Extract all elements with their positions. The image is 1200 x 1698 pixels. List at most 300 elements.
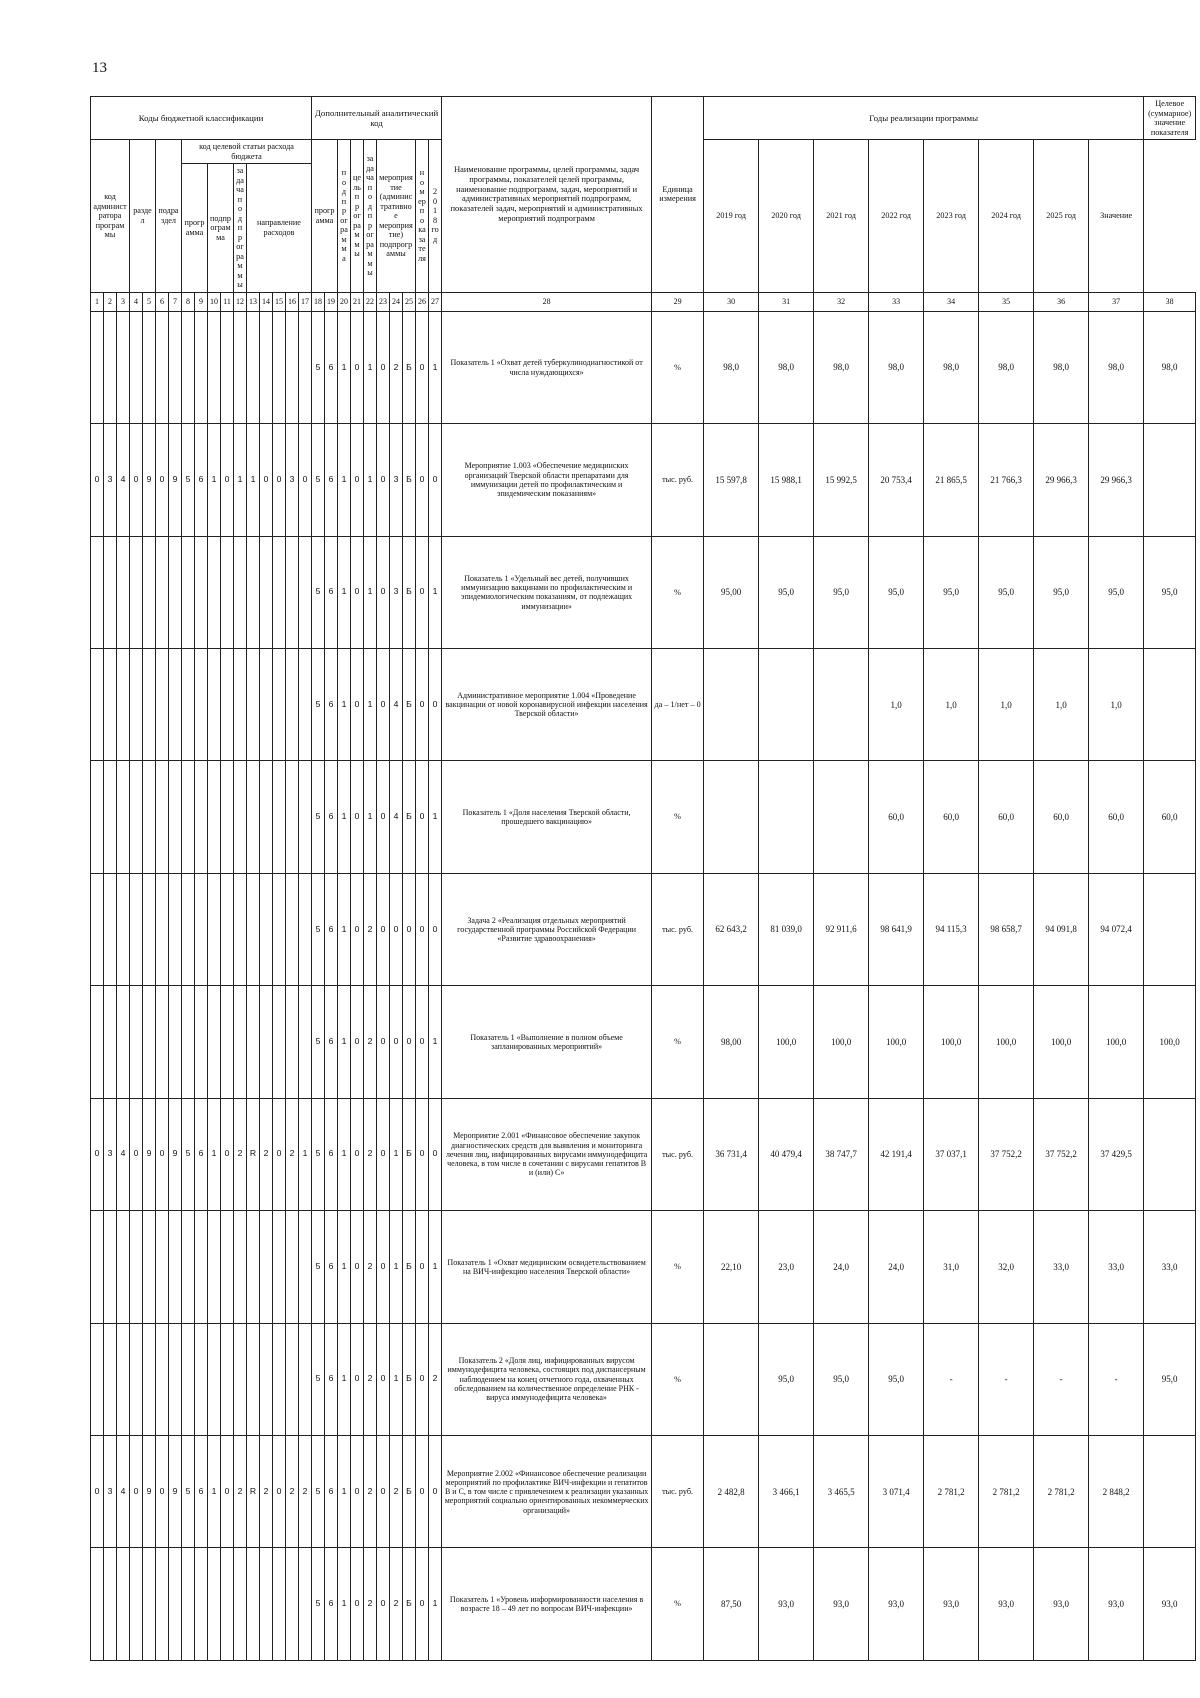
code-digit-cell	[221, 536, 234, 648]
column-number-cell: 19	[325, 292, 338, 311]
year-value-cell: 98,0	[1034, 311, 1089, 423]
target-value-cell	[1144, 424, 1196, 536]
code-digit-cell	[91, 873, 104, 985]
code-digit-cell: 0	[351, 424, 364, 536]
code-digit-cell	[182, 536, 195, 648]
code-digit-cell: 0	[130, 424, 143, 536]
code-digit-cell: 1	[429, 986, 442, 1098]
code-digit-cell: 5	[312, 424, 325, 536]
code-digit-cell: 5	[312, 761, 325, 873]
code-digit-cell: 2	[286, 1098, 299, 1210]
column-number-cell: 33	[869, 292, 924, 311]
code-digit-cell: 0	[416, 1211, 429, 1323]
code-digit-cell: 1	[299, 1098, 312, 1210]
code-digit-cell	[247, 873, 260, 985]
year-header-2019: 2019 год	[704, 140, 759, 293]
code-digit-cell	[247, 1548, 260, 1661]
code-digit-cell: 3	[104, 424, 117, 536]
column-number-cell: 38	[1144, 292, 1196, 311]
column-number-cell: 2	[104, 292, 117, 311]
year-value-cell: 24,0	[869, 1211, 924, 1323]
year-value-cell: 62 643,2	[704, 873, 759, 985]
code-digit-cell	[286, 649, 299, 761]
year-value-cell: 20 753,4	[869, 424, 924, 536]
code-digit-cell	[130, 649, 143, 761]
code-digit-cell	[91, 536, 104, 648]
code-digit-cell: 5	[312, 536, 325, 648]
code-digit-cell	[117, 873, 130, 985]
year-value-cell: 2 848,2	[1089, 1436, 1144, 1548]
code-digit-cell	[260, 649, 273, 761]
code-digit-cell	[234, 761, 247, 873]
name-column-header: Наименование программы, целей программы, задач программы, показателей целей программы, наименование подпрограмм, задач, мероприятий и административных мероприятий подпрограмм, показателей задач, мероприятий и административных мероприятий подпрограмм	[442, 97, 652, 293]
code-digit-cell: 2	[364, 1436, 377, 1548]
row-name-cell: Показатель 1 «Охват медицинским освидетельствованием на ВИЧ-инфекцию населения Тверской области»	[442, 1211, 652, 1323]
code-digit-cell	[260, 1211, 273, 1323]
code-digit-cell	[208, 1211, 221, 1323]
code-digit-cell: 0	[91, 424, 104, 536]
year-header-2021: 2021 год	[814, 140, 869, 293]
code-digit-cell	[208, 311, 221, 423]
code-digit-cell: 0	[377, 761, 390, 873]
year-value-cell: 100,0	[1089, 986, 1144, 1098]
subsection-header: подраздел	[156, 140, 182, 293]
target-value-cell	[1144, 1436, 1196, 1548]
code-digit-cell: 2	[390, 311, 403, 423]
code-digit-cell	[273, 1323, 286, 1435]
code-digit-cell	[260, 1323, 273, 1435]
code-digit-cell	[143, 311, 156, 423]
code-digit-cell: 1	[338, 873, 351, 985]
year-value-cell: 2 781,2	[979, 1436, 1034, 1548]
program-table-body	[91, 311, 1196, 1660]
code-digit-cell: Б	[403, 649, 416, 761]
column-number-cell: 25	[403, 292, 416, 311]
column-number-cell: 26	[416, 292, 429, 311]
column-number-cell: 12	[234, 292, 247, 311]
row-unit-cell: да – 1/нет – 0	[652, 649, 704, 761]
code-digit-cell	[156, 873, 169, 985]
year-value-cell: 40 479,4	[759, 1098, 814, 1210]
year-value-cell: 37 752,2	[979, 1098, 1034, 1210]
code-digit-cell: 4	[117, 1436, 130, 1548]
code-digit-cell	[286, 1211, 299, 1323]
code-digit-cell	[117, 536, 130, 648]
row-unit-cell: тыс. руб.	[652, 1098, 704, 1210]
code-digit-cell	[299, 1548, 312, 1661]
code-digit-cell	[299, 761, 312, 873]
year-value-cell: -	[924, 1323, 979, 1435]
code-digit-cell: 1	[208, 1436, 221, 1548]
column-number-cell: 15	[273, 292, 286, 311]
expense-code-header: код целевой статьи расхода бюджета	[182, 140, 312, 164]
code-digit-cell: 0	[416, 649, 429, 761]
code-digit-cell	[195, 761, 208, 873]
code-digit-cell	[169, 1323, 182, 1435]
code-digit-cell	[208, 761, 221, 873]
year-value-cell	[704, 649, 759, 761]
code-digit-cell: R	[247, 1098, 260, 1210]
code-digit-cell: 0	[221, 1098, 234, 1210]
code-digit-cell	[130, 1211, 143, 1323]
code-digit-cell: 1	[338, 536, 351, 648]
code-digit-cell: 0	[91, 1098, 104, 1210]
code-digit-cell: 0	[273, 1436, 286, 1548]
code-digit-cell	[143, 986, 156, 1098]
code-digit-cell: 1	[338, 649, 351, 761]
code-digit-cell	[117, 311, 130, 423]
code-digit-cell: 1	[247, 424, 260, 536]
code-digit-cell: 0	[377, 311, 390, 423]
code-digit-cell	[221, 1211, 234, 1323]
code-digit-cell: 1	[338, 1098, 351, 1210]
code-digit-cell: 0	[416, 536, 429, 648]
row-name-cell: Показатель 2 «Доля лиц, инфицированных вирусом иммунодефицита человека, состоящих под диспансерным наблюдением на конец отчетного года, охваченных обследованием на количественное определение РНК - вируса иммунодефицита человека»	[442, 1323, 652, 1435]
code-digit-cell	[299, 986, 312, 1098]
code-digit-cell	[169, 649, 182, 761]
target-value-header: Значение	[1089, 140, 1144, 293]
year-header-2025: 2025 год	[1034, 140, 1089, 293]
year-value-cell: 95,0	[869, 536, 924, 648]
table-row	[91, 1211, 1196, 1323]
column-number-cell: 29	[652, 292, 704, 311]
code-digit-cell	[234, 1323, 247, 1435]
code-digit-cell	[156, 536, 169, 648]
code-digit-cell	[299, 536, 312, 648]
code-digit-cell: 0	[416, 311, 429, 423]
year-value-cell: 98 658,7	[979, 873, 1034, 985]
row-unit-cell: %	[652, 536, 704, 648]
column-number-cell: 28	[442, 292, 652, 311]
add-event-header: мероприятие (административное мероприятие) подпрограммы	[377, 140, 416, 293]
row-name-cell: Мероприятие 2.002 «Финансовое обеспечение реализации мероприятий по профилактике ВИЧ-инфекции и гепатитов В и С, в том числе с привлечением к реализации указанных мероприятий социально ориентированных некоммерческих организаций»	[442, 1436, 652, 1548]
code-digit-cell: 1	[364, 424, 377, 536]
code-digit-cell	[247, 649, 260, 761]
row-name-cell: Показатель 1 «Доля населения Тверской области, прошедшего вакцинацию»	[442, 761, 652, 873]
column-number-cell: 17	[299, 292, 312, 311]
code-digit-cell	[234, 986, 247, 1098]
year-header-2018: 2018 год	[429, 140, 442, 293]
row-unit-cell: %	[652, 311, 704, 423]
year-value-cell: 81 039,0	[759, 873, 814, 985]
code-digit-cell: 0	[377, 986, 390, 1098]
year-value-cell: 1,0	[979, 649, 1034, 761]
code-digit-cell: 5	[312, 1098, 325, 1210]
code-digit-cell: 0	[351, 986, 364, 1098]
year-value-cell: -	[979, 1323, 1034, 1435]
code-digit-cell	[169, 1548, 182, 1661]
year-value-cell	[704, 1323, 759, 1435]
code-digit-cell: 1	[390, 1098, 403, 1210]
year-value-cell: 95,0	[979, 536, 1034, 648]
section-header: раздел	[130, 140, 156, 293]
code-digit-cell	[208, 1548, 221, 1661]
code-digit-cell: 0	[429, 424, 442, 536]
admin-code-header: код администратора программы	[91, 140, 130, 293]
code-digit-cell: 9	[169, 1436, 182, 1548]
column-number-cell: 5	[143, 292, 156, 311]
code-digit-cell	[247, 536, 260, 648]
year-value-cell: 93,0	[1034, 1548, 1089, 1661]
year-value-cell: 94 091,8	[1034, 873, 1089, 985]
code-digit-cell: 0	[377, 1548, 390, 1661]
code-digit-cell: 0	[377, 1098, 390, 1210]
code-digit-cell	[234, 536, 247, 648]
year-value-cell: 100,0	[759, 986, 814, 1098]
column-number-cell: 32	[814, 292, 869, 311]
code-digit-cell	[195, 649, 208, 761]
code-digit-cell	[273, 873, 286, 985]
row-unit-cell: тыс. руб.	[652, 873, 704, 985]
code-digit-cell	[234, 873, 247, 985]
code-digit-cell: 5	[312, 873, 325, 985]
code-digit-cell	[143, 761, 156, 873]
code-digit-cell: 3	[390, 536, 403, 648]
code-digit-cell: 0	[377, 649, 390, 761]
code-digit-cell	[143, 649, 156, 761]
code-digit-cell: 0	[91, 1436, 104, 1548]
code-digit-cell	[130, 1323, 143, 1435]
code-digit-cell: 6	[195, 424, 208, 536]
code-digit-cell	[182, 761, 195, 873]
year-value-cell: 93,0	[869, 1548, 924, 1661]
year-value-cell: 42 191,4	[869, 1098, 924, 1210]
code-digit-cell: 0	[156, 424, 169, 536]
year-value-cell: 95,0	[924, 536, 979, 648]
code-digit-cell: 9	[143, 424, 156, 536]
add-program-header: программа	[312, 140, 338, 293]
year-value-cell: 98,00	[704, 986, 759, 1098]
code-digit-cell	[117, 1548, 130, 1661]
code-digit-cell: 1	[338, 1323, 351, 1435]
code-digit-cell: Б	[403, 1211, 416, 1323]
table-row	[91, 873, 1196, 985]
code-digit-cell	[143, 1211, 156, 1323]
code-digit-cell: Б	[403, 311, 416, 423]
column-number-cell: 4	[130, 292, 143, 311]
code-digit-cell	[117, 1323, 130, 1435]
column-number-cell: 23	[377, 292, 390, 311]
code-digit-cell: 0	[416, 424, 429, 536]
subprogram-code-header: подпрограмма	[208, 164, 234, 293]
table-row	[91, 649, 1196, 761]
code-digit-cell	[221, 986, 234, 1098]
year-value-cell: 100,0	[1034, 986, 1089, 1098]
code-digit-cell	[130, 1548, 143, 1661]
code-digit-cell: 6	[325, 536, 338, 648]
code-digit-cell: 0	[429, 1436, 442, 1548]
target-value-cell	[1144, 649, 1196, 761]
code-digit-cell: 3	[390, 424, 403, 536]
code-digit-cell	[195, 536, 208, 648]
code-digit-cell: 0	[403, 986, 416, 1098]
code-digit-cell	[221, 1548, 234, 1661]
code-digit-cell: 0	[416, 761, 429, 873]
column-number-cell: 16	[286, 292, 299, 311]
code-digit-cell	[130, 986, 143, 1098]
code-digit-cell: 1	[429, 1211, 442, 1323]
target-value-cell: 93,0	[1144, 1548, 1196, 1661]
code-digit-cell: 0	[377, 1323, 390, 1435]
unit-column-header: Единица измерения	[652, 97, 704, 293]
year-value-cell: 2 781,2	[1034, 1436, 1089, 1548]
row-name-cell: Задача 2 «Реализация отдельных мероприятий государственной программы Российской Федерации «Развитие здравоохранения»	[442, 873, 652, 985]
code-digit-cell: 4	[117, 1098, 130, 1210]
year-value-cell: 93,0	[979, 1548, 1034, 1661]
code-digit-cell	[273, 1548, 286, 1661]
column-number-cell: 20	[338, 292, 351, 311]
code-digit-cell: Б	[403, 536, 416, 648]
year-value-cell: -	[1089, 1323, 1144, 1435]
code-digit-cell	[195, 986, 208, 1098]
code-digit-cell	[91, 761, 104, 873]
year-value-cell: 95,0	[759, 536, 814, 648]
code-digit-cell	[247, 761, 260, 873]
code-digit-cell: 6	[325, 1436, 338, 1548]
code-digit-cell	[247, 1323, 260, 1435]
code-digit-cell	[156, 986, 169, 1098]
year-value-cell: 95,0	[814, 536, 869, 648]
code-digit-cell	[104, 1548, 117, 1661]
year-header-2024: 2024 год	[979, 140, 1034, 293]
code-digit-cell: 0	[377, 536, 390, 648]
code-digit-cell	[195, 873, 208, 985]
code-digit-cell: 0	[260, 424, 273, 536]
code-digit-cell: 6	[325, 1098, 338, 1210]
code-digit-cell	[169, 761, 182, 873]
code-digit-cell: 2	[364, 986, 377, 1098]
program-code-header: программа	[182, 164, 208, 293]
column-number-cell: 36	[1034, 292, 1089, 311]
code-digit-cell: Б	[403, 1436, 416, 1548]
year-header-2023: 2023 год	[924, 140, 979, 293]
code-digit-cell	[234, 311, 247, 423]
code-digit-cell: 1	[338, 424, 351, 536]
year-value-cell: 37 429,5	[1089, 1098, 1144, 1210]
code-digit-cell	[221, 1323, 234, 1435]
year-value-cell: 98,0	[704, 311, 759, 423]
code-digit-cell	[299, 311, 312, 423]
year-value-cell: 94 072,4	[1089, 873, 1144, 985]
column-number-cell: 8	[182, 292, 195, 311]
code-digit-cell: 6	[325, 1548, 338, 1661]
code-digit-cell	[234, 1548, 247, 1661]
code-digit-cell: 6	[325, 761, 338, 873]
code-digit-cell	[169, 536, 182, 648]
code-digit-cell: 1	[338, 311, 351, 423]
code-digit-cell	[273, 311, 286, 423]
year-value-cell: 93,0	[814, 1548, 869, 1661]
year-value-cell	[814, 649, 869, 761]
code-digit-cell	[247, 986, 260, 1098]
code-digit-cell	[299, 873, 312, 985]
year-value-cell	[759, 761, 814, 873]
code-digit-cell	[104, 986, 117, 1098]
code-digit-cell	[104, 873, 117, 985]
code-digit-cell: 1	[338, 761, 351, 873]
target-value-cell: 95,0	[1144, 1323, 1196, 1435]
code-digit-cell	[208, 873, 221, 985]
code-digit-cell: 0	[351, 1098, 364, 1210]
column-number-cell: 24	[390, 292, 403, 311]
year-value-cell: 98,0	[924, 311, 979, 423]
year-value-cell: 33,0	[1089, 1211, 1144, 1323]
year-value-cell: 95,0	[1034, 536, 1089, 648]
year-value-cell: 98,0	[759, 311, 814, 423]
years-group-header: Годы реализации программы	[704, 97, 1144, 140]
column-number-cell: 10	[208, 292, 221, 311]
column-numbers-row	[91, 292, 1196, 311]
code-digit-cell	[130, 311, 143, 423]
year-value-cell: 2 781,2	[924, 1436, 979, 1548]
code-digit-cell	[286, 536, 299, 648]
code-digit-cell: Б	[403, 761, 416, 873]
code-digit-cell	[156, 1211, 169, 1323]
table-row	[91, 1436, 1196, 1548]
target-value-cell: 95,0	[1144, 536, 1196, 648]
code-digit-cell: 5	[312, 311, 325, 423]
code-digit-cell	[260, 986, 273, 1098]
code-digit-cell: 0	[351, 1548, 364, 1661]
code-digit-cell: 3	[104, 1098, 117, 1210]
year-value-cell: 98 641,9	[869, 873, 924, 985]
year-value-cell: 98,0	[979, 311, 1034, 423]
code-digit-cell	[104, 1323, 117, 1435]
year-value-cell: 60,0	[869, 761, 924, 873]
code-digit-cell: 0	[351, 1323, 364, 1435]
code-digit-cell	[182, 1548, 195, 1661]
year-value-cell: 95,0	[1089, 536, 1144, 648]
code-digit-cell: 1	[364, 761, 377, 873]
code-digit-cell	[143, 1548, 156, 1661]
code-digit-cell	[182, 986, 195, 1098]
code-digit-cell: 5	[312, 986, 325, 1098]
code-digit-cell	[286, 873, 299, 985]
target-value-cell: 100,0	[1144, 986, 1196, 1098]
year-value-cell: 94 115,3	[924, 873, 979, 985]
code-digit-cell: 2	[429, 1323, 442, 1435]
code-digit-cell: 6	[325, 1211, 338, 1323]
table-row	[91, 1323, 1196, 1435]
code-digit-cell: 1	[429, 311, 442, 423]
year-value-cell: 1,0	[924, 649, 979, 761]
code-digit-cell	[143, 1323, 156, 1435]
row-unit-cell: тыс. руб.	[652, 424, 704, 536]
code-digit-cell: 6	[325, 649, 338, 761]
row-unit-cell: %	[652, 986, 704, 1098]
code-digit-cell	[273, 761, 286, 873]
target-value-cell: 33,0	[1144, 1211, 1196, 1323]
code-digit-cell: 3	[104, 1436, 117, 1548]
code-digit-cell: 0	[351, 536, 364, 648]
code-digit-cell	[260, 536, 273, 648]
code-digit-cell	[273, 986, 286, 1098]
row-unit-cell: %	[652, 1323, 704, 1435]
code-digit-cell: 1	[338, 1211, 351, 1323]
column-number-cell: 27	[429, 292, 442, 311]
column-number-cell: 6	[156, 292, 169, 311]
code-digit-cell: 5	[182, 1436, 195, 1548]
code-digit-cell	[91, 1548, 104, 1661]
code-digit-cell: 0	[130, 1436, 143, 1548]
code-digit-cell	[91, 986, 104, 1098]
code-digit-cell: 5	[312, 1436, 325, 1548]
code-digit-cell	[117, 761, 130, 873]
code-digit-cell: 0	[221, 1436, 234, 1548]
year-value-cell: 31,0	[924, 1211, 979, 1323]
code-digit-cell: 4	[390, 761, 403, 873]
code-digit-cell: 9	[143, 1098, 156, 1210]
